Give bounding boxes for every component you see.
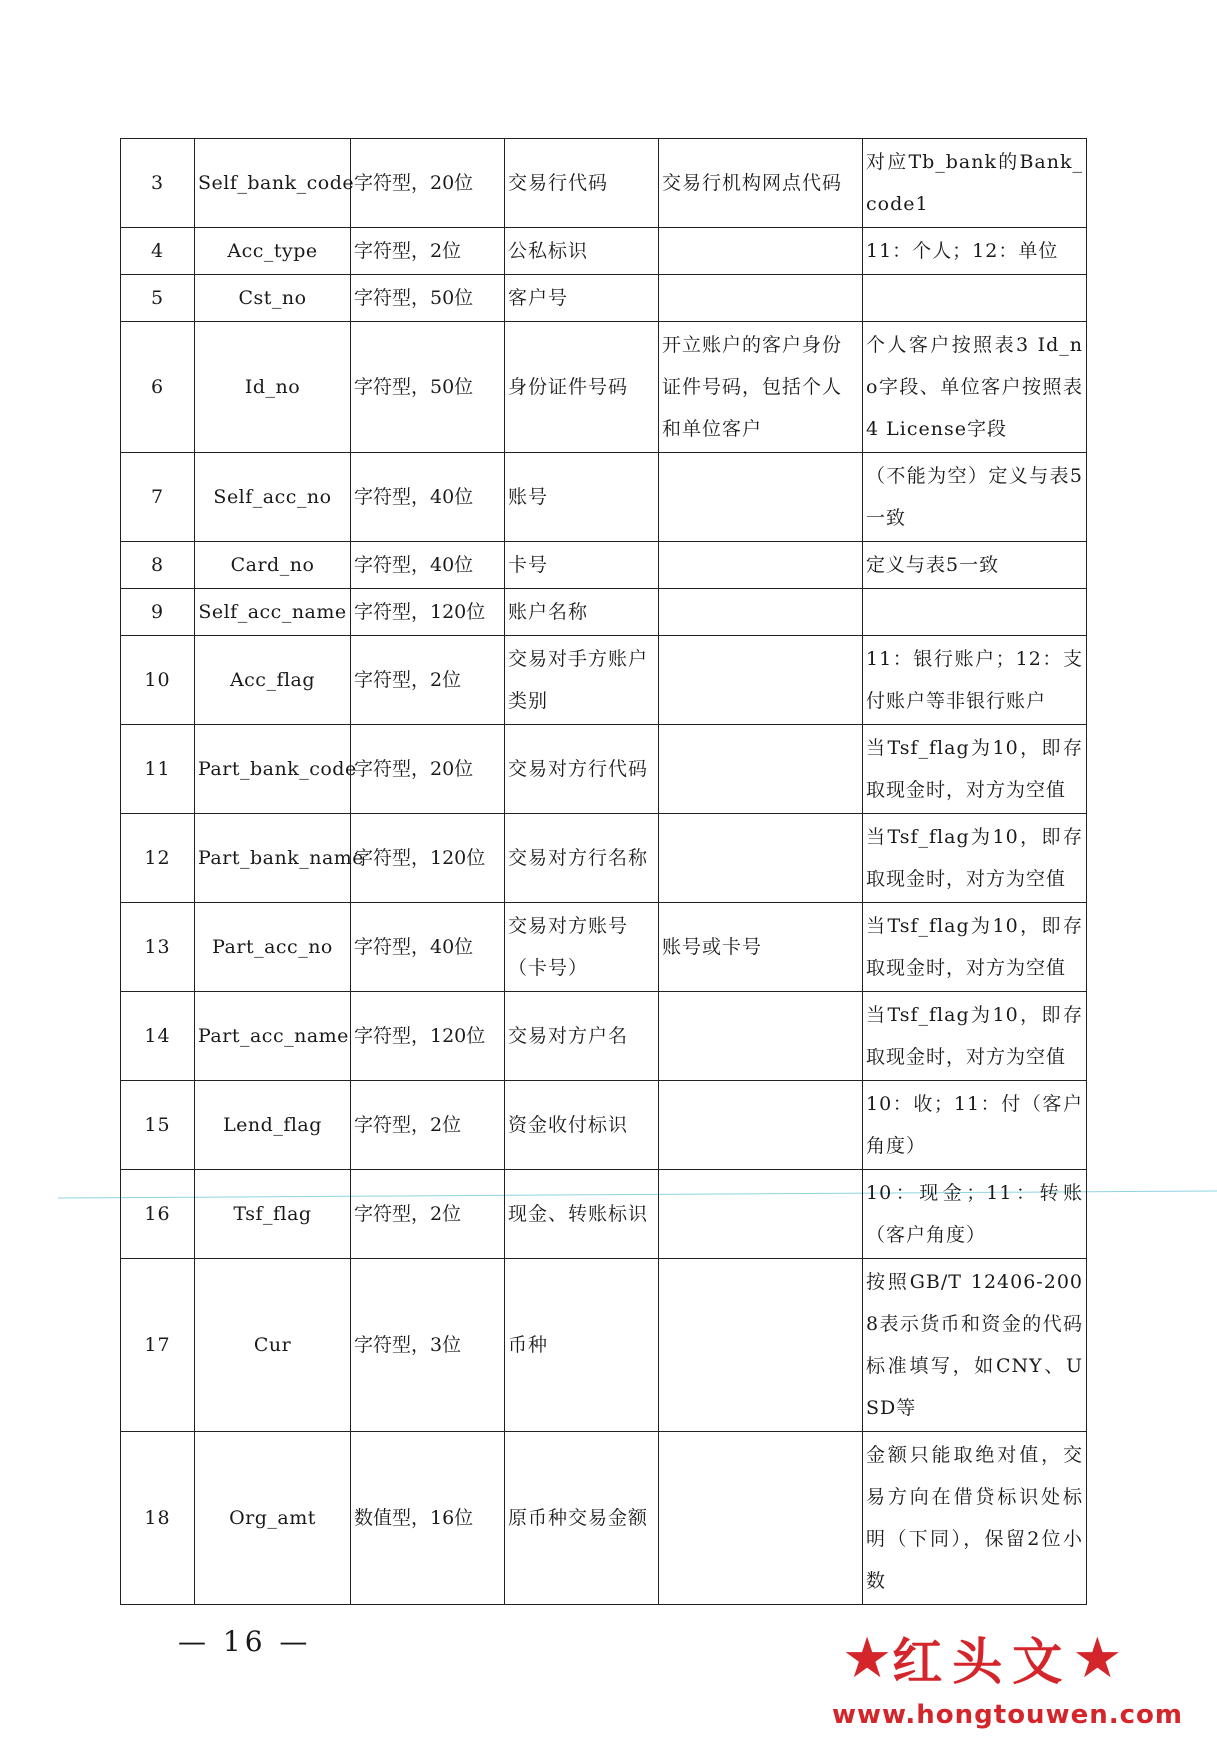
row-number: 18	[121, 1432, 195, 1605]
field-remark-cell: 金额只能取绝对值，交易方向在借贷标识处标明（下同），保留2位小数	[863, 1432, 1087, 1605]
field-name-cell: 交易对方行名称	[505, 814, 659, 903]
field-name-cell: 资金收付标识	[505, 1081, 659, 1170]
row-number: 11	[121, 725, 195, 814]
field-name-cell: 交易对方账号（卡号）	[505, 903, 659, 992]
row-number: 17	[121, 1259, 195, 1432]
table-row	[121, 1081, 1087, 1170]
field-type-cell: 字符型，3位	[351, 1259, 505, 1432]
field-description-cell	[659, 1259, 863, 1432]
field-name-cell: 现金、转账标识	[505, 1170, 659, 1259]
field-remark-cell: 对应Tb_bank的Bank_code1	[863, 139, 1087, 228]
row-number: 12	[121, 814, 195, 903]
field-type-cell: 字符型，120位	[351, 814, 505, 903]
field-code-cell: Part_bank_name	[195, 814, 351, 903]
table-row	[121, 453, 1087, 542]
field-description-cell	[659, 1432, 863, 1605]
row-number: 6	[121, 322, 195, 453]
table-row	[121, 992, 1087, 1081]
table-row	[121, 903, 1087, 992]
field-type-cell: 字符型，2位	[351, 636, 505, 725]
page-number: — 16 —	[178, 1625, 312, 1658]
field-code-cell: Acc_flag	[195, 636, 351, 725]
table-row	[121, 275, 1087, 322]
field-remark-cell: 个人客户按照表3 Id_no字段、单位客户按照表4 License字段	[863, 322, 1087, 453]
field-type-cell: 数值型，16位	[351, 1432, 505, 1605]
field-name-cell: 身份证件号码	[505, 322, 659, 453]
field-name-cell: 账号	[505, 453, 659, 542]
field-remark-cell: 11：银行账户；12：支付账户等非银行账户	[863, 636, 1087, 725]
table-row	[121, 1259, 1087, 1432]
table-row	[121, 814, 1087, 903]
watermark-logo	[842, 1622, 1122, 1694]
field-description-cell	[659, 589, 863, 636]
field-code-cell: Part_acc_no	[195, 903, 351, 992]
field-type-cell: 字符型，120位	[351, 589, 505, 636]
field-type-cell: 字符型，2位	[351, 1081, 505, 1170]
field-remark-cell	[863, 589, 1087, 636]
field-code-cell: Org_amt	[195, 1432, 351, 1605]
field-type-cell: 字符型，50位	[351, 322, 505, 453]
field-code-cell: Part_bank_code	[195, 725, 351, 814]
row-number: 16	[121, 1170, 195, 1259]
field-code-cell: Acc_type	[195, 228, 351, 275]
field-remark-cell: 定义与表5一致	[863, 542, 1087, 589]
row-number: 7	[121, 453, 195, 542]
field-name-cell: 卡号	[505, 542, 659, 589]
row-number: 15	[121, 1081, 195, 1170]
field-name-cell: 公私标识	[505, 228, 659, 275]
star-icon: ★	[1072, 1625, 1123, 1691]
table-row	[121, 636, 1087, 725]
field-type-cell: 字符型，20位	[351, 139, 505, 228]
field-description-cell	[659, 725, 863, 814]
table-body	[121, 139, 1087, 1605]
field-description-cell: 开立账户的客户身份证件号码，包括个人和单位客户	[659, 322, 863, 453]
watermark-url: www.hongtouwen.com	[832, 1700, 1183, 1730]
field-remark-cell: 10：现金；11：转账（客户角度）	[863, 1170, 1087, 1259]
field-type-cell: 字符型，120位	[351, 992, 505, 1081]
table-row	[121, 589, 1087, 636]
field-name-cell: 币种	[505, 1259, 659, 1432]
field-description-cell	[659, 275, 863, 322]
field-name-cell: 客户号	[505, 275, 659, 322]
row-number: 10	[121, 636, 195, 725]
field-remark-cell	[863, 275, 1087, 322]
field-code-cell: Self_acc_name	[195, 589, 351, 636]
field-description-cell	[659, 636, 863, 725]
field-name-cell: 交易对方行代码	[505, 725, 659, 814]
field-code-cell: Id_no	[195, 322, 351, 453]
field-code-cell: Self_acc_no	[195, 453, 351, 542]
field-code-cell: Card_no	[195, 542, 351, 589]
table-row	[121, 1170, 1087, 1259]
row-number: 14	[121, 992, 195, 1081]
field-remark-cell: 当Tsf_flag为10，即存取现金时，对方为空值	[863, 725, 1087, 814]
star-icon: ★	[842, 1625, 893, 1691]
field-description-cell	[659, 992, 863, 1081]
row-number: 3	[121, 139, 195, 228]
field-description-cell	[659, 228, 863, 275]
table-row	[121, 139, 1087, 228]
field-code-cell: Self_bank_code	[195, 139, 351, 228]
table-row	[121, 228, 1087, 275]
field-type-cell: 字符型，50位	[351, 275, 505, 322]
field-definition-table	[120, 138, 1087, 1605]
field-name-cell: 交易对方户名	[505, 992, 659, 1081]
field-remark-cell: （不能为空）定义与表5一致	[863, 453, 1087, 542]
table-row	[121, 725, 1087, 814]
row-number: 9	[121, 589, 195, 636]
field-code-cell: Lend_flag	[195, 1081, 351, 1170]
field-description-cell	[659, 1081, 863, 1170]
table-row	[121, 542, 1087, 589]
field-remark-cell: 当Tsf_flag为10，即存取现金时，对方为空值	[863, 992, 1087, 1081]
field-name-cell: 账户名称	[505, 589, 659, 636]
field-type-cell: 字符型，20位	[351, 725, 505, 814]
row-number: 5	[121, 275, 195, 322]
field-remark-cell: 10：收；11：付（客户角度）	[863, 1081, 1087, 1170]
row-number: 8	[121, 542, 195, 589]
field-description-cell: 账号或卡号	[659, 903, 863, 992]
field-type-cell: 字符型，40位	[351, 903, 505, 992]
field-code-cell: Cur	[195, 1259, 351, 1432]
watermark-text: 红头文	[892, 1633, 1073, 1691]
field-description-cell	[659, 542, 863, 589]
field-type-cell: 字符型，2位	[351, 228, 505, 275]
row-number: 13	[121, 903, 195, 992]
field-type-cell: 字符型，40位	[351, 453, 505, 542]
field-remark-cell: 当Tsf_flag为10，即存取现金时，对方为空值	[863, 814, 1087, 903]
field-remark-cell: 当Tsf_flag为10，即存取现金时，对方为空值	[863, 903, 1087, 992]
field-description-cell	[659, 1170, 863, 1259]
field-code-cell: Cst_no	[195, 275, 351, 322]
field-description-cell	[659, 453, 863, 542]
table-row	[121, 1432, 1087, 1605]
table-row	[121, 322, 1087, 453]
field-code-cell: Part_acc_name	[195, 992, 351, 1081]
field-type-cell: 字符型，40位	[351, 542, 505, 589]
field-code-cell: Tsf_flag	[195, 1170, 351, 1259]
field-remark-cell: 按照GB/T 12406-2008表示货币和资金的代码标准填写，如CNY、USD等	[863, 1259, 1087, 1432]
field-remark-cell: 11：个人；12：单位	[863, 228, 1087, 275]
field-description-cell	[659, 814, 863, 903]
field-type-cell: 字符型，2位	[351, 1170, 505, 1259]
field-description-cell: 交易行机构网点代码	[659, 139, 863, 228]
field-name-cell: 交易行代码	[505, 139, 659, 228]
row-number: 4	[121, 228, 195, 275]
field-name-cell: 交易对手方账户类别	[505, 636, 659, 725]
field-name-cell: 原币种交易金额	[505, 1432, 659, 1605]
